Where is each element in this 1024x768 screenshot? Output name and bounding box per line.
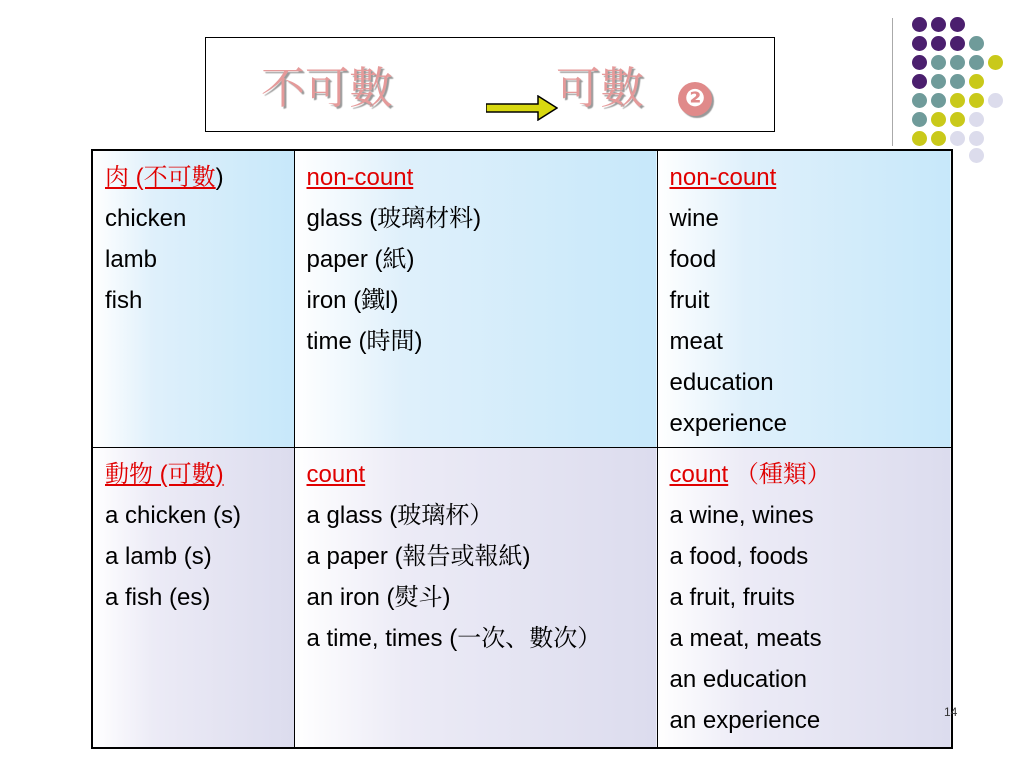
decor-dot [931,36,946,51]
list-item: a paper (報告或報紙) [306,543,531,570]
list-item: time (時間) [306,328,423,355]
decor-dot [988,55,1003,70]
list-item: experience [669,410,787,437]
decor-dot [912,55,927,70]
list-item: a meat, meats [669,625,822,652]
decor-dot [969,112,984,127]
list-item: fish [105,287,143,314]
list-item: glass (玻璃材料) [306,205,482,232]
list-item: education [669,369,774,396]
decor-dot [912,112,927,127]
list-item: a fish (es) [105,584,211,611]
decor-dot [950,36,965,51]
table-cell [92,448,294,749]
decor-dot [912,36,927,51]
decor-dot [931,131,946,146]
list-item: a time, times (一次、數次） [306,625,602,652]
title-box [205,37,775,132]
list-item: a chicken (s) [105,502,242,529]
decor-dot [912,17,927,32]
list-item: an education [669,666,807,693]
decor-dot [969,131,984,146]
table-row [92,150,952,448]
table-cell [657,448,952,749]
decor-dot [931,17,946,32]
countable-nouns-table [91,149,953,749]
decor-dot [950,55,965,70]
list-item: a lamb (s) [105,543,212,570]
decor-dot [931,112,946,127]
decor-dot [988,93,1003,108]
decor-dot [931,74,946,89]
decor-dot [912,93,927,108]
list-item: a wine, wines [669,502,814,529]
decor-dot [950,93,965,108]
decor-dot [950,131,965,146]
decor-dot [931,93,946,108]
decor-dot [950,17,965,32]
table-row [92,448,952,749]
page-number: 14 [944,705,958,719]
cell-header: count [306,461,366,488]
decor-dot [950,112,965,127]
list-item: chicken [105,205,187,232]
decor-dot [912,74,927,89]
decorative-divider [892,18,893,146]
decor-dot [969,36,984,51]
list-item: fruit [669,287,710,314]
decor-dot [969,55,984,70]
decor-dot [912,131,927,146]
table-cell [92,150,294,448]
cell-header: non-count [669,164,777,191]
right-arrow-icon [486,95,558,121]
list-item: a glass (玻璃杯） [306,502,494,529]
list-item: lamb [105,246,158,273]
cell-header: 肉 (不可數) [105,164,224,191]
decor-dot [931,55,946,70]
decor-dot [950,74,965,89]
list-item: iron (鐵l) [306,287,399,314]
decor-dot [969,148,984,163]
list-item: wine [669,205,719,232]
table-cell [294,150,657,448]
list-item: meat [669,328,723,355]
cell-header: 動物 (可數) [105,461,224,488]
list-item: a food, foods [669,543,809,570]
title-uncountable: 不可數 [261,63,393,114]
cell-header: count （種類） [669,461,831,488]
list-item: an iron (熨斗) [306,584,451,611]
cell-header: non-count [306,164,414,191]
table-cell [657,150,952,448]
list-item: a fruit, fruits [669,584,795,611]
title-countable: 可數 [556,63,644,114]
table-cell [294,448,657,749]
number-two-badge-icon: ❷ [678,82,712,116]
list-item: food [669,246,717,273]
decor-dot [969,74,984,89]
list-item: paper (紙) [306,246,415,273]
decor-dot [969,93,984,108]
list-item: an experience [669,707,821,734]
